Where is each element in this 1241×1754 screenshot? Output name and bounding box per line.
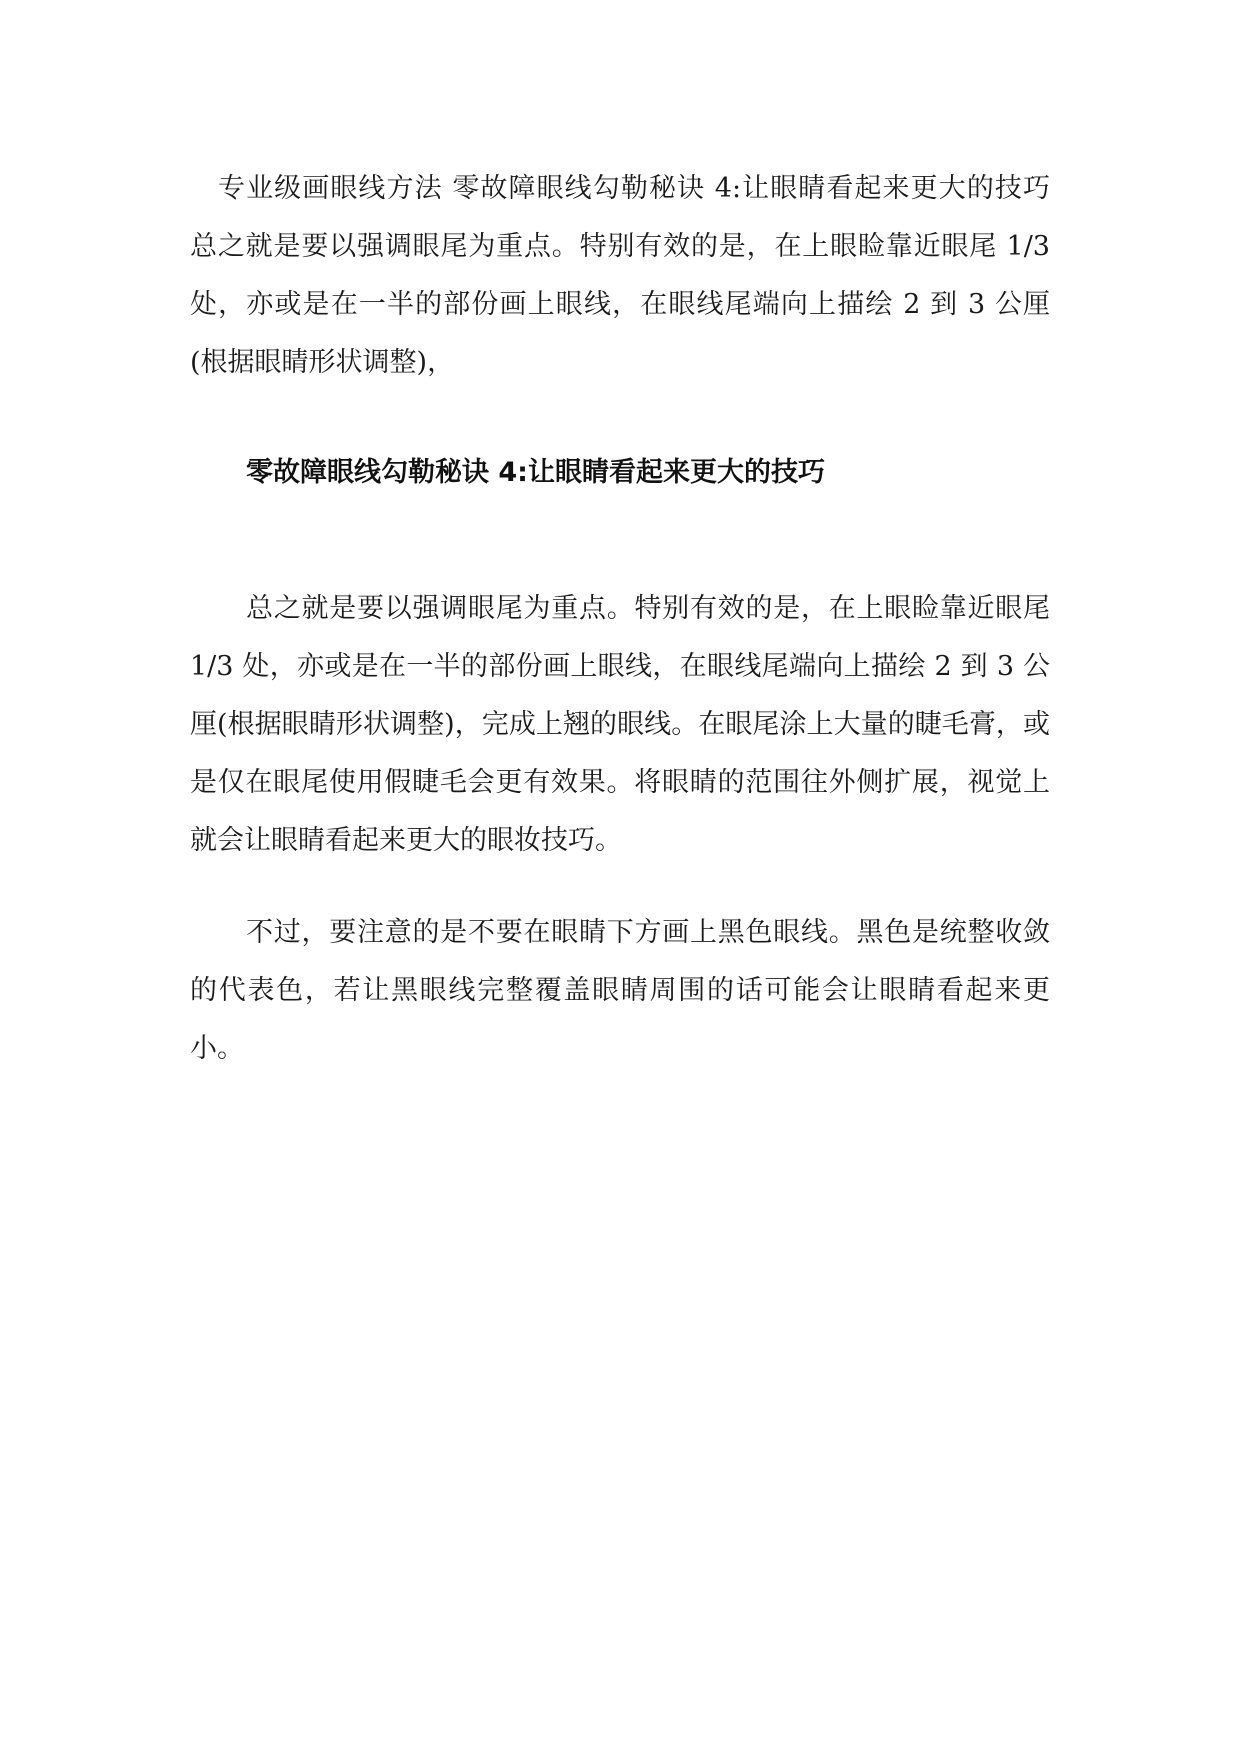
intro-paragraph: 专业级画眼线方法 零故障眼线勾勒秘诀 4:让眼睛看起来更大的技巧 总之就是要以强调眼尾为重点。特别有效的是，在上眼睑靠近眼尾 1/3 处，亦或是在一半的部份画上眼线，在眼线尾端向上描绘 2 到 3 公厘(根据眼睛形状调整)， — [190, 173, 1050, 378]
body-paragraph: 不过，要注意的是不要在眼睛下方画上黑色眼线。黑色是统整收敛的代表色，若让黑眼线完整覆盖眼睛周围的话可能会让眼睛看起来更小。 — [190, 917, 1050, 1064]
spacer — [190, 870, 1050, 904]
section-heading: 零故障眼线勾勒秘诀 4:让眼睛看起来更大的技巧 — [246, 457, 825, 488]
spacer — [190, 392, 1050, 444]
body-paragraph: 总之就是要以强调眼尾为重点。特别有效的是，在上眼睑靠近眼尾 1/3 处，亦或是在一半的部份画上眼线，在眼线尾端向上描绘 2 到 3 公厘(根据眼睛形状调整)，完成上翘的眼线。在眼尾涂上大量的睫毛膏，或是仅在眼尾使用假睫毛会更有效果。将眼睛的范围往外侧扩展，视觉上就会让眼睛看起来更大的眼妆技巧。 — [190, 593, 1050, 856]
spacer — [190, 502, 1050, 580]
document-body — [190, 160, 1050, 1078]
